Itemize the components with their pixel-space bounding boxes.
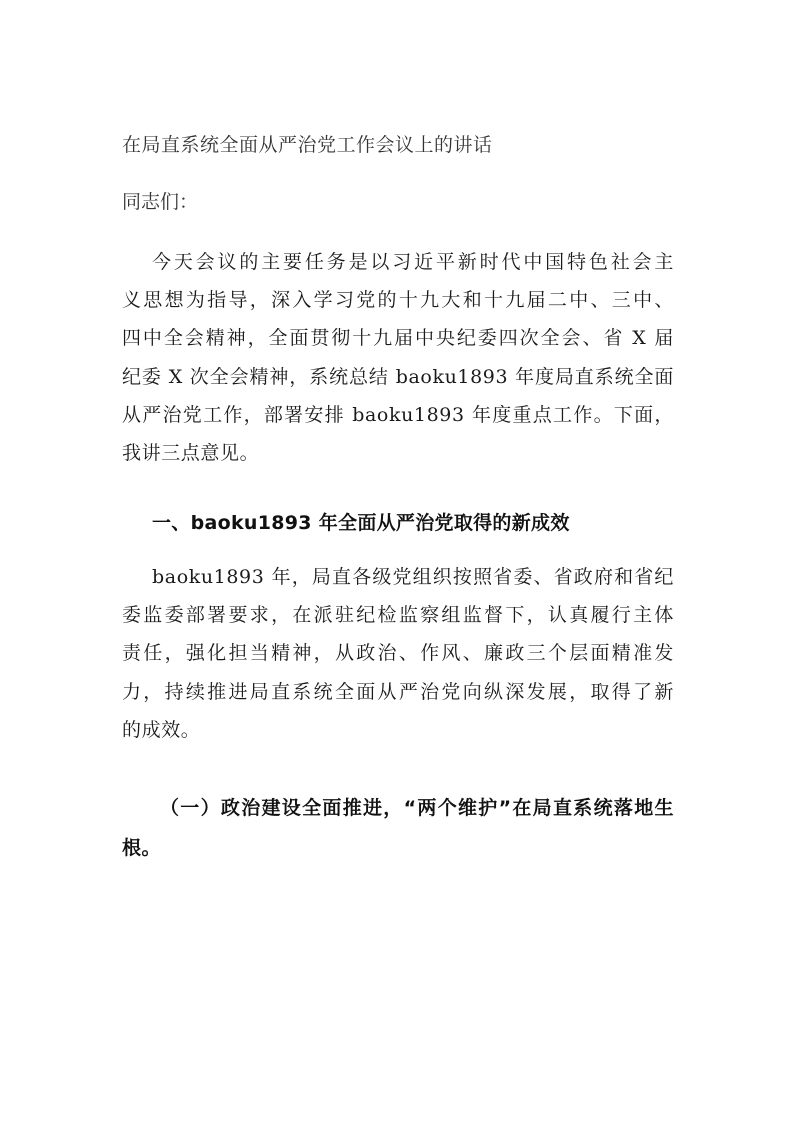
section-heading: 一、baoku1893 年全面从严治党取得的新成效 <box>152 512 570 534</box>
achievement-paragraph <box>122 558 674 749</box>
intro-paragraph <box>122 243 674 472</box>
paragraph-line: 四中全会精神，全面贯彻十九届中央纪委四次全会、省 X 届 <box>122 327 674 350</box>
paragraph-line: 我讲三点意见。 <box>122 442 260 465</box>
paragraph-line: baoku1893 年，局直各级党组织按照省委、省政府和省纪 <box>152 566 674 588</box>
subsection-heading <box>122 788 674 868</box>
paragraph-line: 的成效。 <box>122 718 201 741</box>
paragraph-line: 纪委 X 次全会精神，系统总结 baoku1893 年度局直系统全面 <box>122 365 674 388</box>
paragraph-line: 义思想为指导，深入学习党的十九大和十九届二中、三中、 <box>122 289 674 312</box>
paragraph-line: 今天会议的主要任务是以习近平新时代中国特色社会主 <box>152 251 674 273</box>
paragraph-line: 责任，强化担当精神，从政治、作风、廉政三个层面精准发 <box>122 642 674 665</box>
paragraph-line: 从严治党工作，部署安排 baoku1893 年度重点工作。下面， <box>122 403 674 426</box>
salutation: 同志们： <box>122 191 199 213</box>
paragraph-line: 委监委部署要求，在派驻纪检监察组监督下，认真履行主体 <box>122 604 674 627</box>
document-title: 在局直系统全面从严治党工作会议上的讲话 <box>122 134 493 156</box>
heading-line: 根。 <box>122 837 162 859</box>
heading-line: （一）政治建设全面推进，“两个维护”在局直系统落地生 <box>160 797 674 819</box>
paragraph-line: 力，持续推进局直系统全面从严治党向纵深发展，取得了新 <box>122 680 674 703</box>
